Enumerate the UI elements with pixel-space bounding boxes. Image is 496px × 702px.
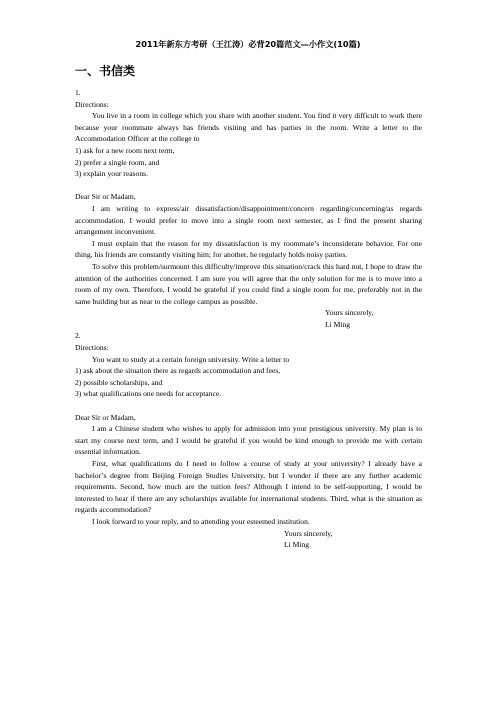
letter-paragraph: I am writing to express/air dissatisfaction/disappointment/concern regarding/concerning/as regards accommodation. I would prefer to move into a single room next semester, as I find the present sharing arrangement inconvenient. [75, 203, 422, 237]
section-heading: 一、书信类 [75, 64, 136, 78]
task-item: 3) what qualifications one needs for acceptance. [75, 389, 222, 399]
letter-paragraph: I must explain that the reason for my dissatisfaction is my roommate’s inconsiderate behavior. For one thing, his friends are constantly visiting him; for another, he regularly holds noisy parties. [75, 238, 422, 260]
task-item: 2) possible scholarships, and [75, 377, 163, 387]
letter-paragraph: I look forward to your reply, and to attending your esteemed institution. [92, 516, 310, 526]
letter-closing: Yours sincerely, [325, 308, 374, 318]
directions-label: Directions: [75, 99, 109, 109]
letter-paragraph: I am a Chinese student who wishes to apply for admission into your prestigious university. My plan is to start my course next term, and I would be grateful if you would be kind enough to provide me with certain essential information. [75, 424, 422, 457]
document-body [75, 87, 422, 551]
letter-number: 2. [75, 331, 81, 341]
document-title: 2011年新东方考研（王江涛）必背20篇范文—小作文(10篇) [135, 39, 361, 49]
letter-closing: Yours sincerely, [284, 528, 333, 538]
letter-salutation: Dear Sir or Madam, [75, 412, 136, 422]
letter-salutation: Dear Sir or Madam, [75, 192, 136, 202]
directions-label: Directions: [75, 343, 109, 353]
task-item: 2) prefer a single room, and [75, 157, 160, 167]
letter-signature: Li Ming [284, 540, 310, 550]
directions-prompt: You live in a room in college which you share with another student. You find it very difficult to work there because your roommate always has friends visiting and has parties in the room. Write a letter to the Accommodation Officer at the college to [75, 111, 422, 144]
task-item: 3) explain your reasons. [75, 169, 148, 179]
letter-paragraph: To solve this problem/surmount this difficulty/improve this situation/crack this hard nut, I hope to draw the attention of the authorities concerned. I am sure you will agree that the only solution for me is to move into a room of my own. Therefore, I would be grateful if you could find a single room for me, preferably not in the same building but as near to the college campus as possible. [75, 261, 422, 306]
directions-prompt: You want to study at a certain foreign university. Write a letter to [92, 354, 290, 364]
task-item: 1) ask for a new room next term, [75, 145, 175, 155]
letter-paragraph: First, what qualifications do I need to follow a course of study at your university? I already have a bachelor’s degree from Beijing Foreign Studies University, but I wonder if there are any further academic requirements. Second, how much are the tuition fees? Although I intend to be self-supporting, I would be interested to hear if there are any scholarships available for international students. Third, what is the situation as regards accommodation? [75, 459, 422, 515]
letter-number: 1. [75, 88, 81, 97]
task-item: 1) ask about the situation there as regards accommodation and fees, [75, 366, 281, 376]
letter-signature: Li Ming [325, 319, 351, 329]
